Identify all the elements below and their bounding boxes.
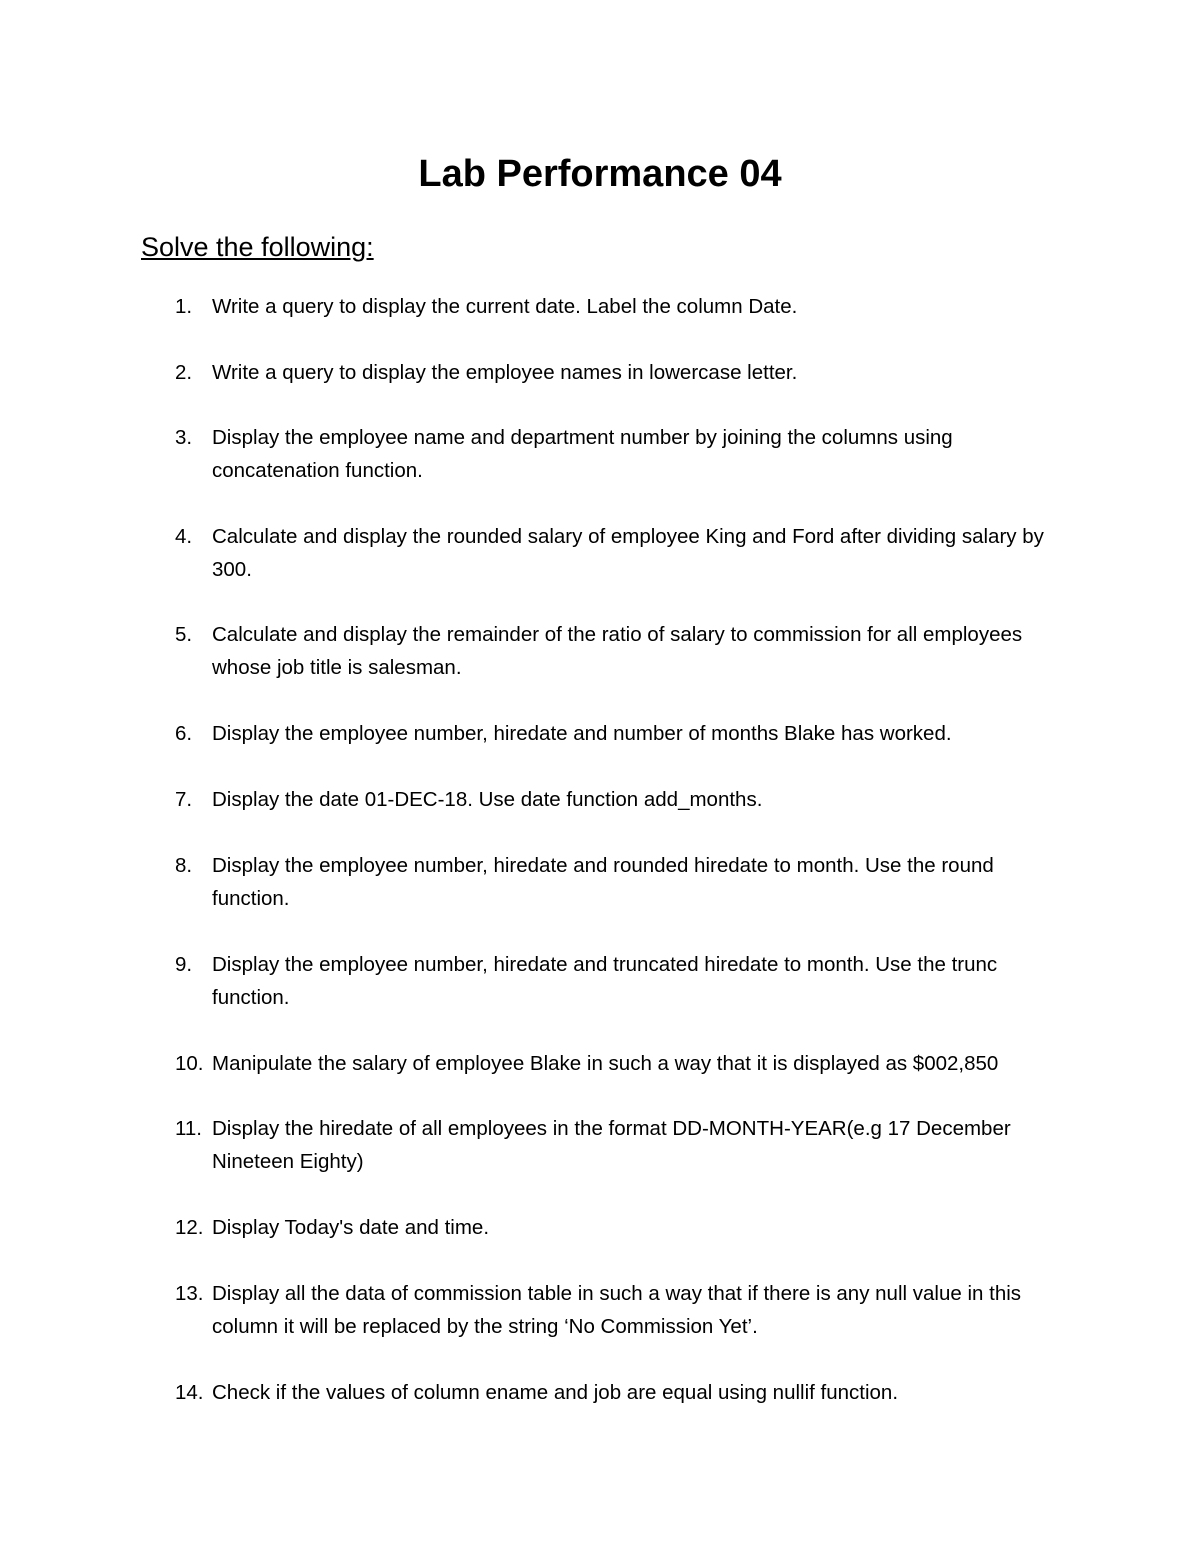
item-number: 11. [175,1117,202,1140]
item-number: 8. [175,854,193,877]
list-item [175,948,1075,1014]
list-item [175,783,1075,816]
item-text: Calculate and display the remainder of the ratio of salary to commission for all employees whose job title is salesman. [212,623,1023,679]
page-title: Lab Performance 04 [418,153,782,195]
item-number: 9. [175,953,193,976]
item-number: 10. [175,1052,204,1075]
item-number: 3. [175,426,193,449]
item-text: Manipulate the salary of employee Blake in such a way that it is displayed as $002,850 [212,1052,999,1075]
item-text: Display Today's date and time. [212,1216,490,1239]
list-item [175,356,1075,389]
item-number: 1. [175,295,193,318]
item-text: Check if the values of column ename and job are equal using nullif function. [212,1381,899,1404]
item-number: 2. [175,361,193,384]
item-text: Write a query to display the current date. Label the column Date. [212,295,798,318]
item-text: Write a query to display the employee names in lowercase letter. [212,361,798,384]
item-number: 12. [175,1216,204,1239]
list-item [175,1277,1075,1343]
list-item [175,520,1075,586]
list-item [175,1112,1075,1178]
item-number: 14. [175,1381,204,1404]
list-item [175,717,1075,750]
item-number: 7. [175,788,193,811]
list-item [175,1211,1075,1244]
list-item [175,618,1075,684]
list-item [175,849,1075,915]
list-item [175,1376,1075,1409]
item-number: 6. [175,722,193,745]
section-heading: Solve the following: [141,232,374,262]
item-number: 4. [175,525,193,548]
list-item [175,421,1075,487]
item-text: Calculate and display the rounded salary of employee King and Ford after dividing salary by 300. [212,525,1044,581]
item-number: 13. [175,1282,204,1305]
item-text: Display the employee name and department number by joining the columns using concatenation function. [212,426,953,482]
item-text: Display the employee number, hiredate and rounded hiredate to month. Use the round function. [212,854,994,910]
item-text: Display the employee number, hiredate and number of months Blake has worked. [212,722,952,745]
list-item [175,290,1075,323]
item-text: Display the hiredate of all employees in the format DD-MONTH-YEAR(e.g 17 December Nineteen Eighty) [212,1117,1011,1173]
item-text: Display the employee number, hiredate and truncated hiredate to month. Use the trunc function. [212,953,998,1009]
item-number: 5. [175,623,193,646]
item-text: Display all the data of commission table in such a way that if there is any null value in this column it will be replaced by the string ‘No Commission Yet’. [212,1282,1022,1338]
item-text: Display the date 01-DEC-18. Use date function add_months. [212,788,763,811]
list-item [175,1047,1075,1080]
